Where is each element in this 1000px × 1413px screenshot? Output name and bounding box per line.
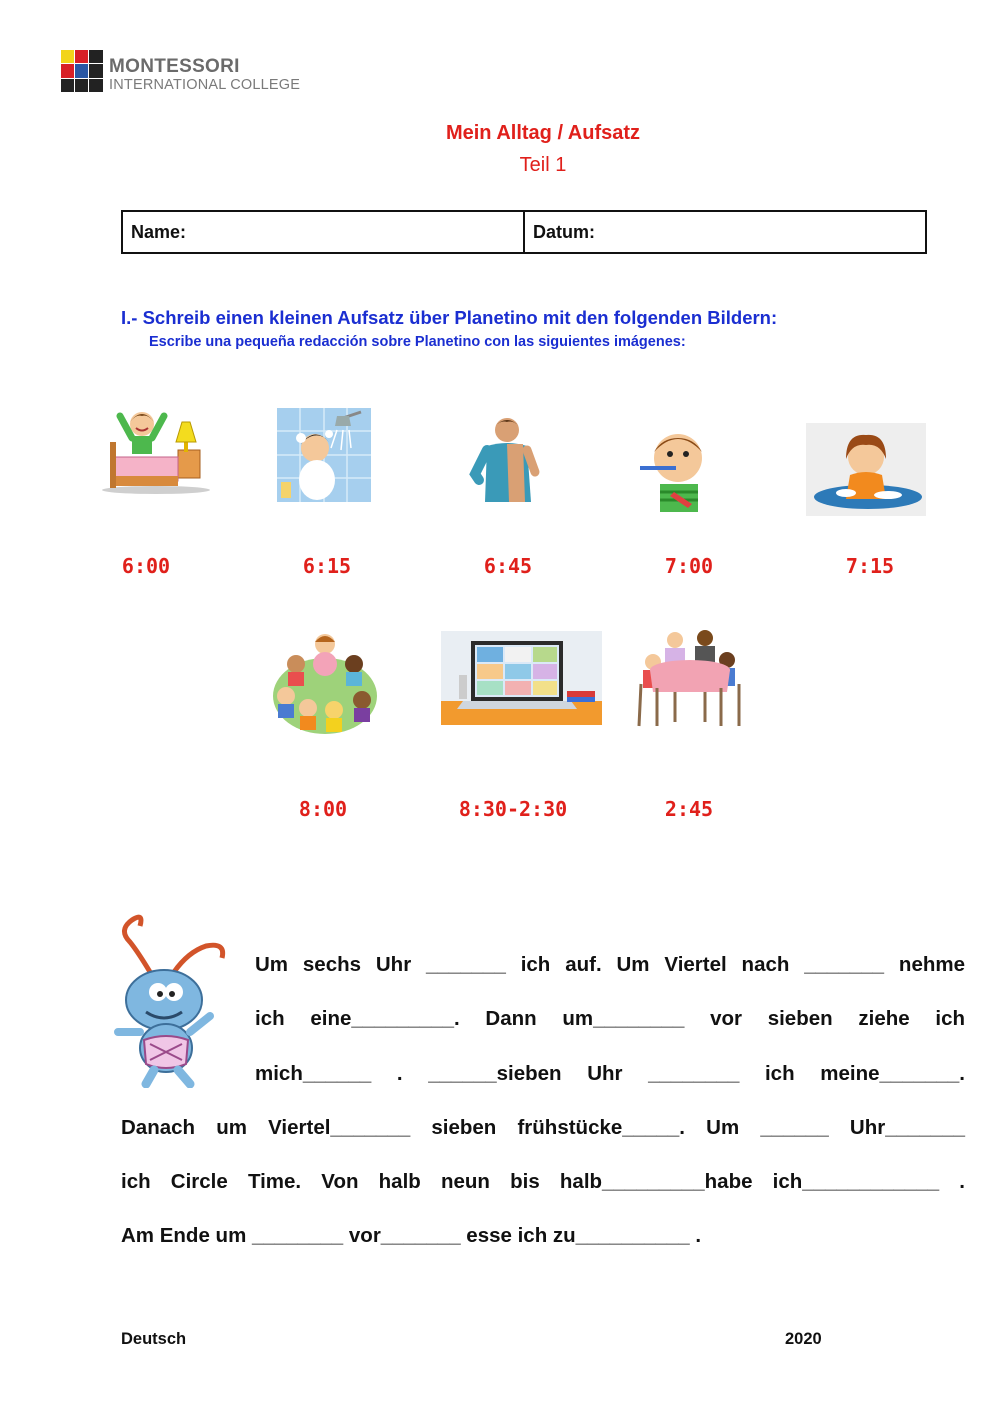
text-line: Danach um Viertel_______ sieben frühstücke_____. Um ______ Uhr_______: [121, 1116, 965, 1139]
instruction-spanish: Escribe una pequeña redacción sobre Planetino con las siguientes imágenes:: [149, 334, 686, 350]
name-date-table: [121, 210, 927, 254]
footer-subject: Deutsch: [121, 1330, 187, 1348]
text-line: mich______ . ______sieben Uhr ________ ich meine_______.: [255, 1062, 965, 1085]
getting-dressed-picture: [465, 414, 547, 504]
time-label: 6:45: [483, 554, 533, 578]
breakfast-picture: [806, 423, 926, 516]
circle-time-picture: [272, 630, 378, 736]
name-label: Name:: [131, 222, 187, 242]
page-subtitle: Teil 1: [519, 154, 567, 176]
instruction-german: I.- Schreib einen kleinen Aufsatz über Planetino mit den folgenden Bildern:: [121, 307, 778, 328]
text-line: ich Circle Time. Von halb neun bis halb_________habe ich____________ .: [121, 1170, 965, 1193]
time-label: 8:00: [298, 797, 348, 821]
logo-subtitle: INTERNATIONAL COLLEGE: [109, 77, 301, 93]
text-line: Am Ende um ________ vor_______ esse ich zu__________ .: [121, 1224, 702, 1247]
lunch-table-picture: [635, 626, 743, 730]
page-title: Mein Alltag / Aufsatz: [445, 122, 641, 144]
date-field[interactable]: [523, 212, 925, 252]
text-line: Um sechs Uhr _______ ich auf. Um Viertel nach _______ nehme: [255, 953, 965, 976]
school-logo: [61, 50, 321, 96]
time-label: 7:00: [664, 554, 714, 578]
brushing-teeth-picture: [636, 422, 718, 514]
time-label: 2:45: [664, 797, 714, 821]
planetino-character-picture: [110, 912, 234, 1088]
logo-name: MONTESSORI: [109, 56, 240, 77]
logo-grid-icon: [61, 50, 103, 92]
wake-up-picture: [100, 402, 212, 494]
time-label: 6:00: [121, 554, 171, 578]
name-field[interactable]: [123, 212, 523, 252]
time-label: 8:30-2:30: [458, 797, 568, 821]
footer-year: 2020: [785, 1330, 822, 1348]
text-line: ich eine_________. Dann um________ vor sieben ziehe ich: [255, 1007, 965, 1030]
time-label: 6:15: [302, 554, 352, 578]
date-label: Datum:: [533, 222, 595, 242]
online-class-picture: [441, 631, 602, 725]
shower-picture: [277, 408, 371, 502]
time-label: 7:15: [845, 554, 895, 578]
